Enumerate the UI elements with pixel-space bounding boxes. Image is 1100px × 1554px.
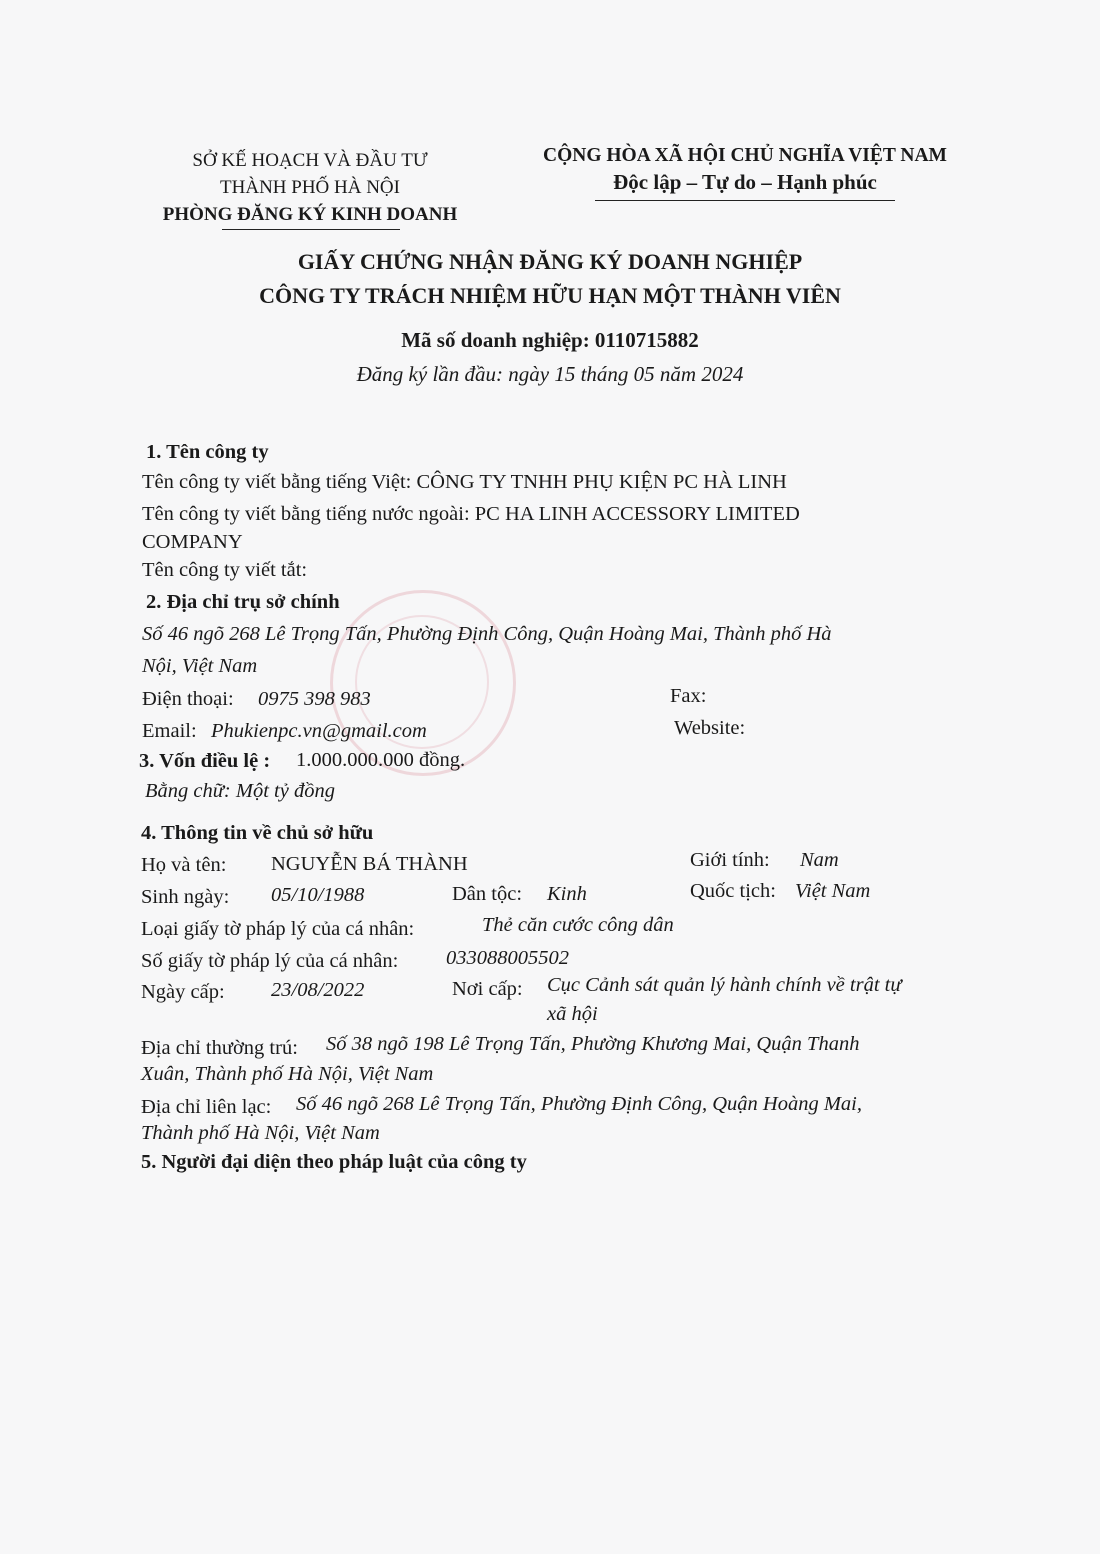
- gender-label: Giới tính:: [690, 849, 770, 871]
- company-name-foreign-cont: COMPANY: [142, 531, 243, 553]
- certificate-title: GIẤY CHỨNG NHẬN ĐĂNG KÝ DOANH NGHIỆP: [297, 249, 803, 274]
- ethnicity-value: Kinh: [547, 883, 587, 905]
- gender-value: Nam: [800, 849, 839, 871]
- id-number-value: 033088005502: [446, 947, 569, 969]
- email-label: Email:: [142, 720, 197, 742]
- dob-label: Sinh ngày:: [141, 886, 230, 908]
- contact-address-label: Địa chỉ liên lạc:: [141, 1096, 272, 1118]
- agency-underline: [222, 229, 400, 230]
- agency-line-3: PHÒNG ĐĂNG KÝ KINH DOANH: [162, 204, 458, 225]
- nationality-value: Việt Nam: [795, 880, 871, 902]
- company-name-vn: Tên công ty viết bằng tiếng Việt: CÔNG TY TNHH PHỤ KIỆN PC HÀ LINH: [142, 471, 787, 493]
- section-3-heading: 3. Vốn điều lệ :: [139, 750, 271, 772]
- owner-name-value: NGUYỄN BÁ THÀNH: [271, 853, 468, 875]
- registration-date: Đăng ký lần đầu: ngày 15 tháng 05 năm 2024: [356, 362, 744, 386]
- fax-label: Fax:: [670, 685, 707, 707]
- contact-address-value-cont: Thành phố Hà Nội, Việt Nam: [141, 1122, 380, 1144]
- dob-value: 05/10/1988: [271, 884, 365, 906]
- phone-value: 0975 398 983: [258, 688, 371, 710]
- website-label: Website:: [674, 717, 746, 739]
- permanent-address-value: Số 38 ngõ 198 Lê Trọng Tấn, Phường Khương Mai, Quận Thanh: [326, 1033, 860, 1055]
- contact-address-value: Số 46 ngõ 268 Lê Trọng Tấn, Phường Định Công, Quận Hoàng Mai,: [296, 1093, 862, 1115]
- id-type-label: Loại giấy tờ pháp lý của cá nhân:: [141, 918, 415, 940]
- permanent-address-label: Địa chỉ thường trú:: [141, 1037, 298, 1059]
- country-motto: Độc lập – Tự do – Hạnh phúc: [613, 170, 877, 194]
- head-office-address-cont: Nội, Việt Nam: [142, 655, 258, 677]
- id-type-value: Thẻ căn cước công dân: [482, 914, 674, 936]
- charter-capital-amount: 1.000.000.000 đồng.: [296, 749, 466, 771]
- email-value: Phukienpc.vn@gmail.com: [211, 720, 427, 742]
- nationality-label: Quốc tịch:: [690, 880, 776, 902]
- section-4-heading: 4. Thông tin về chủ sở hữu: [141, 822, 374, 844]
- agency-line-2: THÀNH PHỐ HÀ NỘI: [220, 177, 400, 198]
- company-name-foreign: Tên công ty viết bằng tiếng nước ngoài: PC HA LINH ACCESSORY LIMITED: [142, 503, 800, 525]
- issue-date-label: Ngày cấp:: [141, 981, 225, 1003]
- agency-line-1: SỞ KẾ HOẠCH VÀ ĐẦU TƯ: [192, 150, 428, 171]
- issue-place-label: Nơi cấp:: [452, 978, 523, 1000]
- issue-date-value: 23/08/2022: [271, 979, 365, 1001]
- enterprise-code: Mã số doanh nghiệp: 0110715882: [401, 328, 699, 352]
- permanent-address-value-cont: Xuân, Thành phố Hà Nội, Việt Nam: [141, 1063, 434, 1085]
- section-1-heading: 1. Tên công ty: [146, 441, 269, 463]
- issue-place-value-cont: xã hội: [547, 1003, 598, 1025]
- section-2-heading: 2. Địa chỉ trụ sở chính: [146, 591, 340, 613]
- company-short-name: Tên công ty viết tắt:: [142, 559, 308, 581]
- owner-name-label: Họ và tên:: [141, 854, 227, 876]
- id-number-label: Số giấy tờ pháp lý của cá nhân:: [141, 950, 399, 972]
- ethnicity-label: Dân tộc:: [452, 883, 523, 905]
- motto-underline: [595, 200, 895, 201]
- charter-capital-words: Bằng chữ: Một tỷ đồng: [145, 780, 335, 802]
- section-5-heading: 5. Người đại diện theo pháp luật của công ty: [141, 1151, 527, 1173]
- country-name: CỘNG HÒA XÃ HỘI CHỦ NGHĨA VIỆT NAM: [543, 145, 947, 166]
- issue-place-value: Cục Cảnh sát quản lý hành chính về trật tự: [547, 974, 902, 996]
- phone-label: Điện thoại:: [142, 688, 234, 710]
- company-type-title: CÔNG TY TRÁCH NHIỆM HỮU HẠN MỘT THÀNH VIÊN: [259, 283, 841, 308]
- head-office-address: Số 46 ngõ 268 Lê Trọng Tấn, Phường Định Công, Quận Hoàng Mai, Thành phố Hà: [142, 623, 832, 645]
